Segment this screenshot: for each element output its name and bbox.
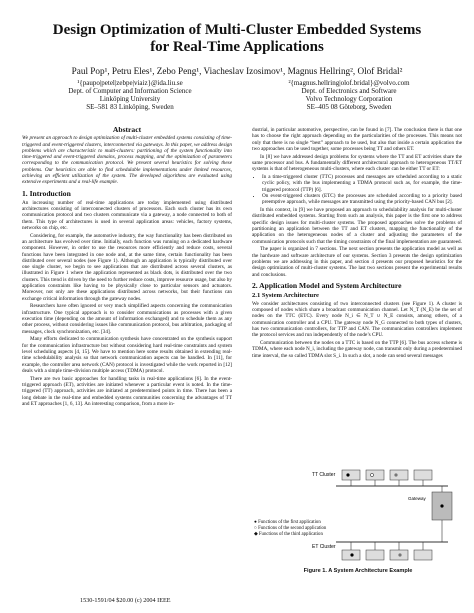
paragraph: Considering, for example, the automotive industry, the way functionality has been distributed on an architecture has evolved over time. Initially, each function was running on a dedicated hardware component. However, in order to use the resources more efficiently and reduce costs, several functions have been integrated in one node and, at the same time, certain functionality has been distributed over several nodes (see Figure 1). Although an application is typically distributed over one single cluster, we begin to see applications that are distributed across several clusters, as illustrated in Figure 1 where the application represented as black dots, is distributed over the two clusters. This trend is driven by the need to further reduce costs, improve resource usage, but also by application constraints like having to be physically close to particular sensors and actuators. Moreover, not only are these applications distributed across networks, but their functions can exchange critical information through the gateway nodes.: [22, 232, 232, 302]
legend-item: ○ Functions of the second application: [254, 526, 327, 532]
affiliation-email: ¹{paupo|petel|zebpe|viaiz}@ida.liu.se: [77, 79, 183, 87]
figure-caption: Figure 1. A System Architecture Example: [303, 568, 413, 574]
function-dot: [346, 473, 349, 476]
left-column: [22, 127, 232, 593]
et-node: [414, 550, 432, 560]
list-item: • In a time-triggered cluster (TTC) processes and messages are scheduled according to a static cyclic policy, with the bus implementing a TDMA protocol such as, for example, the time-triggered protocol (TTP) [6].: [262, 174, 462, 193]
paragraph: An increasing number of real-time applications are today implemented using distributed architectures consisting of interconnected clusters of processors. Each such cluster has its own communication protocol and two clusters communicate via a gateway, a node connected to both of them. This type of architectures is used in several application areas: vehicles, factory systems, networks on chip, etc.: [22, 199, 232, 231]
et-node: [366, 550, 384, 560]
paragraph: dustrial, in particular automotive, perspective, can be found in [7]. The conclusion there is that one has to choose the right approach depending on the particularities of the processes. This means not only that there is no single “best” approach to be used, but also that inside a certain application the two approaches can be used together, some processes being TT and others ET.: [252, 127, 462, 152]
paragraph: In [8] we have addressed design problems for systems where the TT and ET activities share the same processor and bus. A fundamentally different architectural approach to heterogeneous TT/ET systems is that of heterogeneous multi-clusters, where each cluster can be either TT or ET:: [252, 153, 462, 173]
affiliation-dept: Dept. of Electronics and Software: [301, 87, 397, 95]
function-dot: [350, 553, 353, 556]
tt-cluster-label: TT Cluster: [312, 472, 336, 478]
paragraph: Communication between the nodes on a TTC is based on the TTP [6]. The bus access scheme is TDMA, where each node N_i, including the gateway node, can transmit only during a predetermined time interval, the so called TDMA slot S_i. In such a slot, a node can send several messages: [252, 340, 462, 359]
tt-cluster: [336, 470, 448, 486]
author-list: Paul Pop¹, Petru Eles¹, Zebo Peng¹, Viacheslav Izosimov¹, Magnus Hellring², Olof Bridal²: [71, 66, 403, 76]
affiliation-city: SE–581 83 Linköping, Sweden: [86, 103, 174, 111]
list-item: • On event-triggered clusters (ETC) the processes are scheduled according to a priority based preemptive approach, while messages are transmitted using the priority-based CAN bus [2].: [262, 193, 462, 206]
paragraph: Researchers have often ignored or very much simplified aspects concerning the communication infrastructure. One typical approach is to consider communications as processes with a given execution time (depending on the amount of information exchanged) and to schedule them as any other process, without considering issues like communication protocol, bus arbitration, packaging of messages, clock synchronization, etc. [34].: [22, 303, 232, 335]
affiliation-city: SE–405 08 Göteborg, Sweden: [306, 103, 392, 111]
affiliation-email: ²{magnus.hellring|olof.bridal}@volvo.com: [288, 79, 410, 87]
paragraph: The paper is organized in 7 sections. The next section presents the application model as well as the hardware and software architecture of our systems. Section 3 presents the design optimization problems we are addressing in this paper, and section 4 presents our proposed heuristics for the design optimization of multi-cluster systems. The last two sections present the experimental results and conclusions.: [252, 246, 462, 278]
section-heading: 1. Introduction: [22, 188, 71, 198]
paragraph: Many efforts dedicated to communication synthesis have concentrated on the synthesis support for the communication infrastructure but without considering hard real-time constraints and system level scheduling aspects [4, 15]. We have to mention here some results obtained in extending real-time schedulability analysis so that network communication aspects can be handled. In [11], for example, the controller area network (CAN) protocol is investigated while the work reported in [12] deals with a simple time-division multiple access (TDMA) protocol.: [22, 336, 232, 374]
affiliation-left: [40, 79, 220, 111]
legend-item: ◆ Functions of the third application: [254, 532, 323, 538]
paragraph: We consider architectures consisting of two interconnected clusters (see Figure 1). A cluster is composed of nodes which share a broadcast communication channel. Let N_T (N_E) be the set of nodes on the TTC (ETC). Every node N_i ∈ N_T ∪ N_E consists, among others, of a communication controller and a CPU. The gateway node N_G connected to both types of clusters, has two communication controllers, for TTP and CAN. The communication controllers implement the protocol services and run independently of the node’s CPU.: [252, 300, 462, 339]
affiliation-right: [254, 79, 444, 111]
abstract-heading: Abstract: [112, 127, 142, 134]
abstract-text: We present an approach to design optimization of multi-cluster embedded systems consisting of time-triggered and event-triggered clusters, interconnected via gateways. In this paper, we address design problems which are characteristic to multi-clusters: partitioning of the system functionality into time-triggered and event-triggered domains, process mapping, and the optimization of parameters corresponding to the communication protocol. We present several heuristics for solving these problems. Our heuristics are able to find schedulable implementations under limited resources, achieving an efficient utilization of the system. The developed algorithms are evaluated using extensive experiments and a real-life example.: [22, 135, 232, 186]
tt-node: [342, 470, 360, 480]
subsection-heading: 2.1 System Architecture: [252, 291, 319, 299]
tt-node: [414, 470, 432, 480]
paragraph: There are two basic approaches for handling tasks in real-time applications [6]. In the event-triggered approach (ET), activities are initiated whenever a particular event is noted. In the time-triggered (TT) approach, activities are initiated at predetermined points in time. There has been a long debate in the real-time and embedded systems communities concerning the advantages of TT and ET approaches [1, 6, 13]. An interesting comparison, from a more in-: [22, 375, 232, 407]
legend-item: ● Functions of the first application: [254, 520, 321, 525]
paper-title: [0, 22, 474, 56]
function-dot: [398, 553, 401, 556]
gateway-label: Gateway: [408, 496, 426, 501]
affiliation-org: Linköping University: [99, 95, 161, 103]
affiliation-org: Volvo Technology Corporation: [305, 95, 393, 103]
tt-node: [390, 470, 408, 480]
et-cluster: [336, 542, 448, 560]
function-dot: [370, 473, 373, 476]
section-heading: 2. Application Model and System Architecture: [252, 280, 402, 290]
title-line-1: Design Optimization of Multi-Cluster Embedded Systems: [52, 22, 422, 38]
right-column: [252, 127, 462, 461]
cluster-type-list: [252, 174, 462, 205]
function-dot: [394, 473, 397, 476]
tt-node: [366, 470, 384, 480]
title-line-2: for Real-Time Applications: [150, 39, 324, 55]
figure-legend: [254, 520, 326, 539]
function-dot: [440, 504, 443, 507]
et-cluster-label: ET Cluster: [312, 544, 336, 550]
paragraph: In this context, in [9] we have proposed an approach to schedulability analysis for multi-cluster distributed embedded systems. Starting from such an analysis, this paper is the first one to address specific design issues for multi-cluster systems. The proposed approaches solve the problems of partitioning an application between the TT and ET clusters, mapping the functionality of the application on the heterogeneous nodes of a cluster and adjusting the parameters of the communication protocols such that the timing constraints of the final implementation are guaranteed.: [252, 207, 462, 245]
affiliation-dept: Dept. of Computer and Information Science: [68, 87, 192, 95]
copyright-footer: 1530-1591/04 $20.00 (c) 2004 IEEE: [80, 597, 171, 604]
